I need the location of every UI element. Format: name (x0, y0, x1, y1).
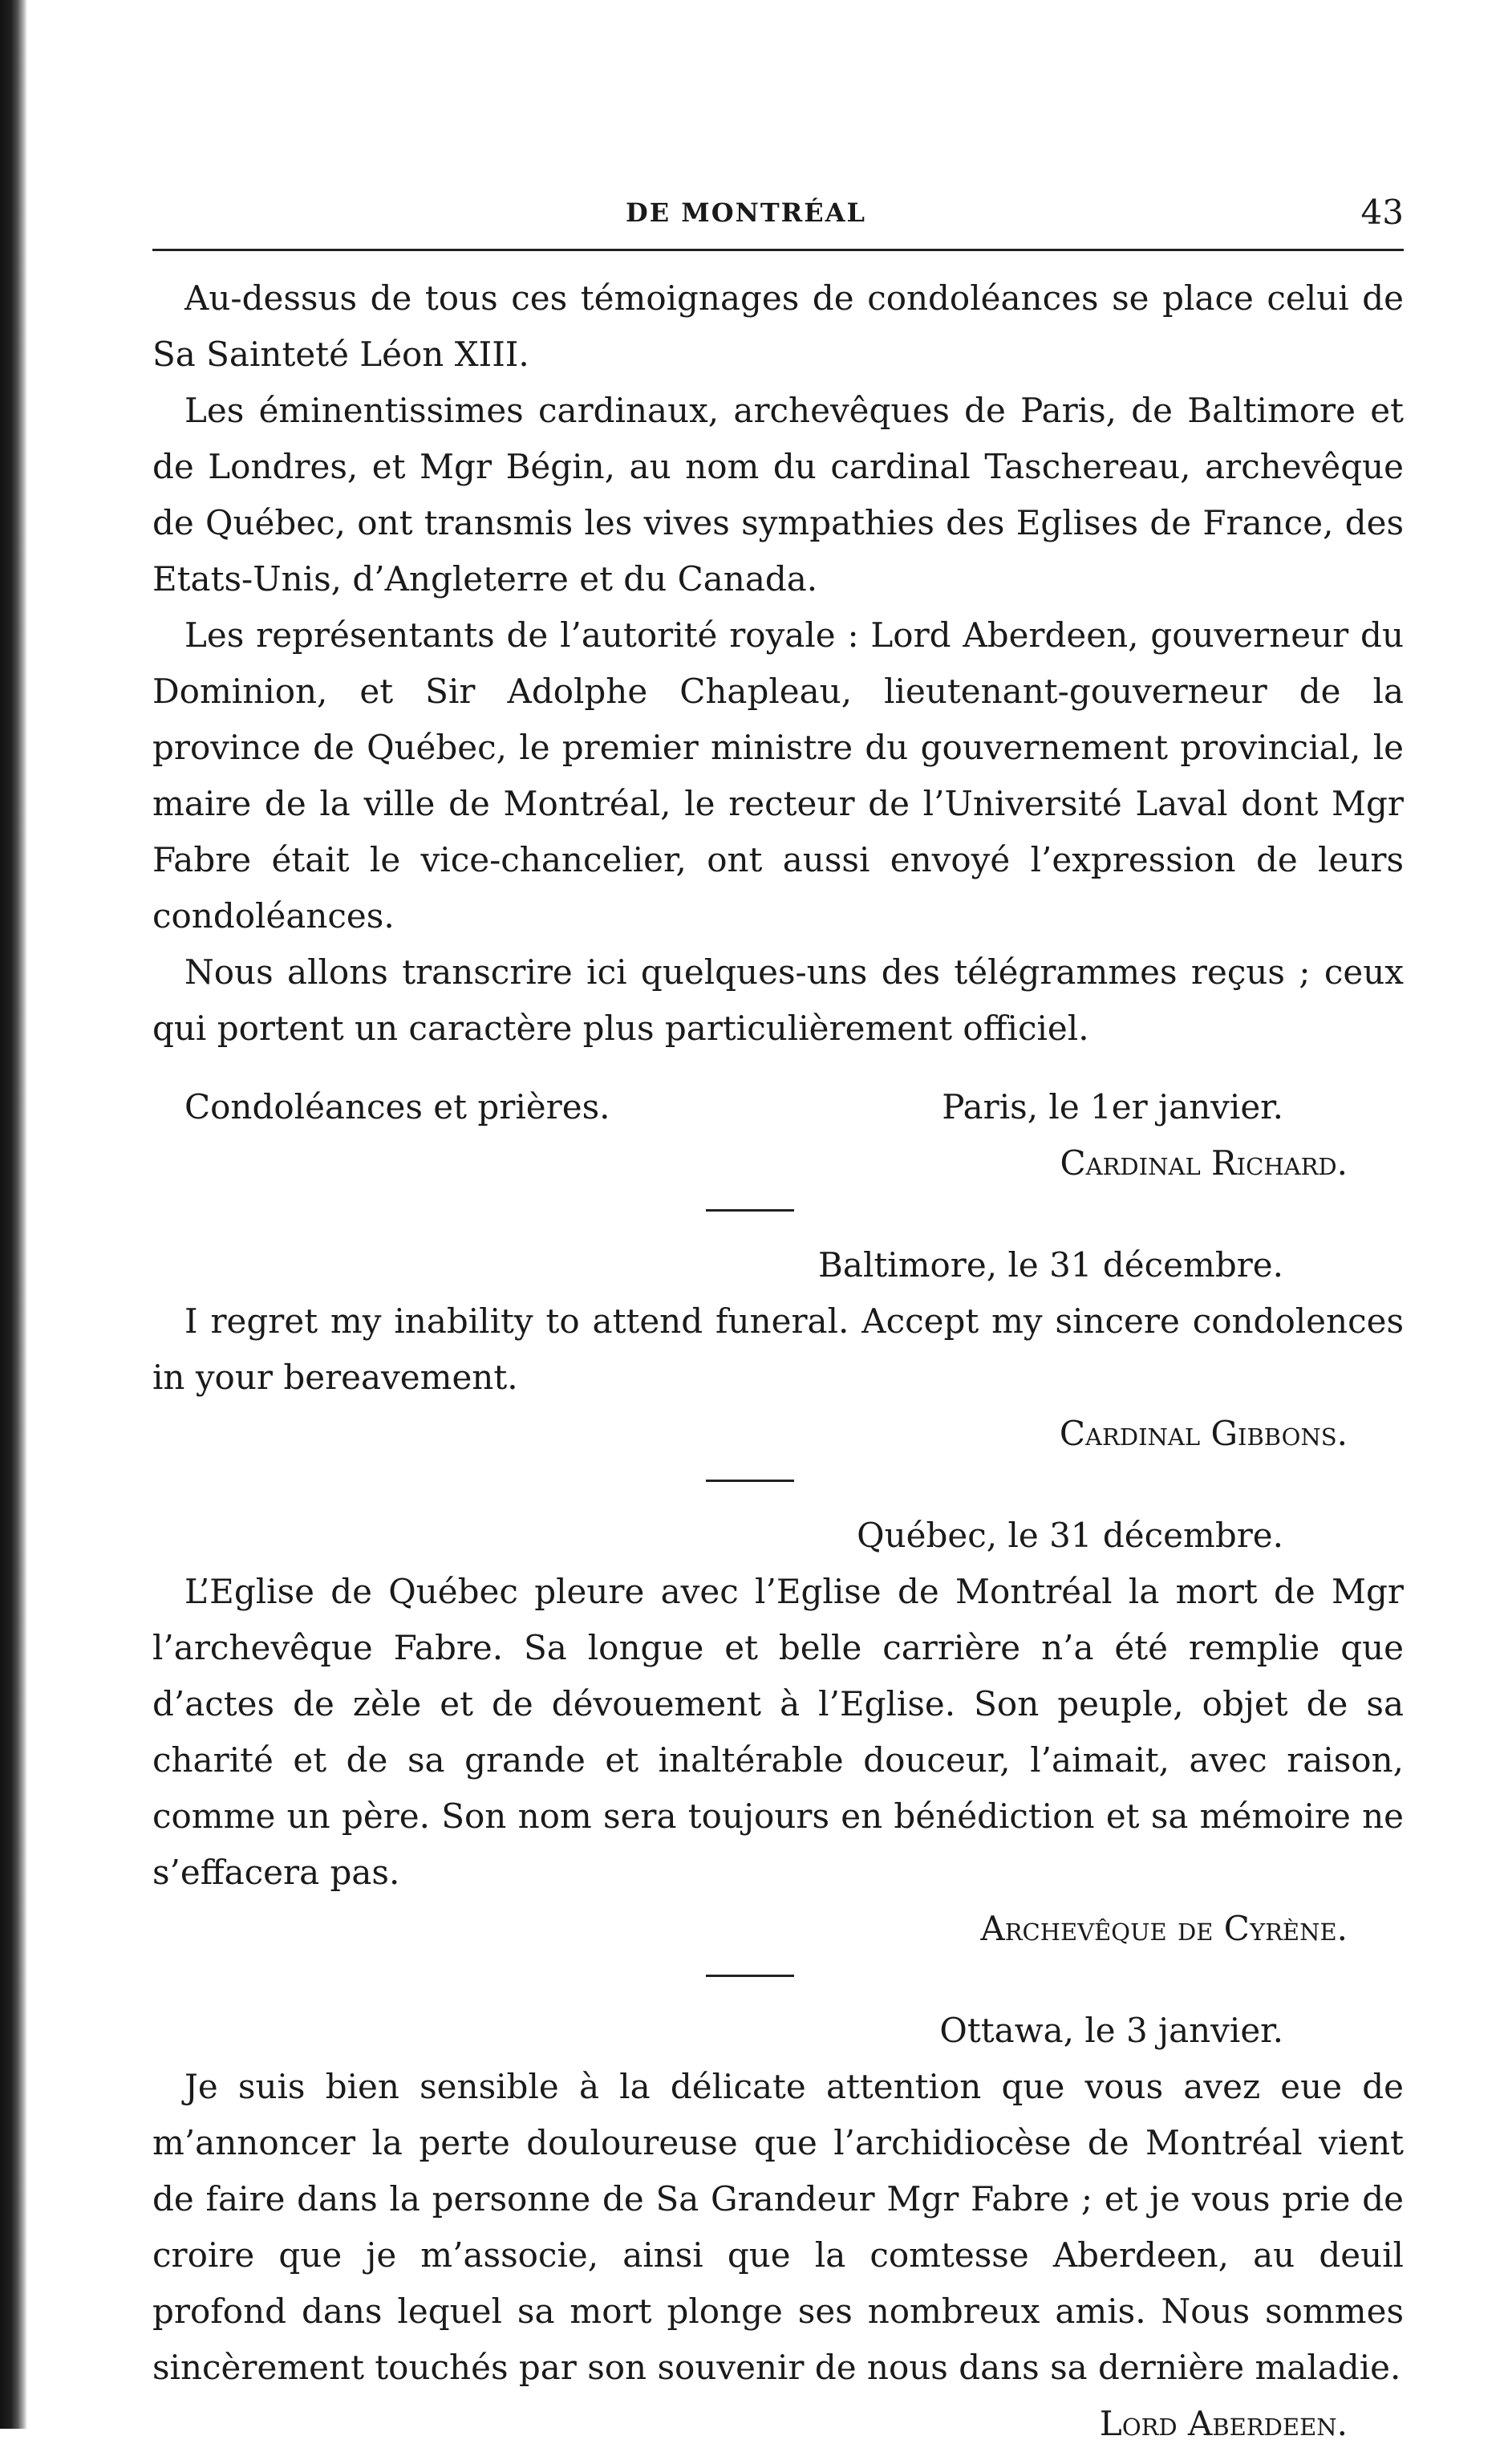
telegram-message: Je suis bien sensible à la délicate attention que vous avez eue de m’annoncer la perte douloureuse que l’archidiocèse de Montréal vient de faire dans la personne de Sa Grandeur Mgr Fabre ; et je vous prie de croire que je m’associe, ainsi que la comtesse Aberdeen, au deuil profond dans lequel sa mort plonge ses nombreux amis. Nous sommes sincèrement touchés par son souvenir de nous dans sa dernière maladie. (152, 2067, 1404, 2387)
telegram-place-date: Québec, le 31 décembre. (857, 1516, 1283, 1555)
telegram-signature: Cardinal Richard. (1060, 1143, 1348, 1183)
telegram-message: Condoléances et prières. (184, 1087, 610, 1127)
scanned-page-edge (0, 0, 27, 2429)
paragraph-cardinals: Les éminentissimes cardinaux, archevêques de Paris, de Baltimore et de Londres, et Mgr Bégin, au nom du cardinal Taschereau, archevêque de Québec, ont transmis les vives sympathies des Eglises de France, des Etats-Unis, d’Angleterre et du Canada. (152, 391, 1404, 599)
telegram-message: L’Eglise de Québec pleure avec l’Eglise de Montréal la mort de Mgr l’archevêque Fabre. Sa longue et belle carrière n’a été remplie que d’actes de zèle et de dévouement à l’Eglise. Son peuple, objet de sa charité et de sa grande et inaltérable douceur, l’aimait, avec raison, comme un père. Son nom sera toujours en bénédiction et sa mémoire ne s’effacera pas. (152, 1572, 1404, 1892)
separator-rule (706, 1480, 794, 1482)
telegram-ottawa (152, 2003, 1404, 2452)
telegram-paris (152, 1079, 1404, 1191)
paragraph-telegrams-intro: Nous allons transcrire ici quelques-uns des télégrammes reçus ; ceux qui portent un caractère plus particulièrement officiel. (152, 952, 1404, 1048)
telegram-place-date: Ottawa, le 3 janvier. (939, 2011, 1283, 2050)
running-head (152, 193, 1404, 251)
page-number: 43 (1360, 193, 1404, 232)
telegram-signature: Archevêque de Cyrène. (980, 1909, 1348, 1948)
paragraph-pope: Au-dessus de tous ces témoignages de condoléances se place celui de Sa Sainteté Léon XIII. (152, 278, 1404, 374)
book-page (152, 193, 1404, 2452)
separator-rule (706, 1975, 794, 1977)
telegram-place-date: Baltimore, le 31 décembre. (818, 1245, 1283, 1285)
telegram-baltimore (152, 1237, 1404, 1462)
telegram-paris-row (152, 1079, 1404, 1135)
telegram-signature: Cardinal Gibbons. (1059, 1414, 1348, 1453)
telegram-signature: Lord Aberdeen. (1099, 2404, 1348, 2443)
paragraph-royal-authority: Les représentants de l’autorité royale : Lord Aberdeen, gouverneur du Dominion, et Sir Adolphe Chapleau, lieutenant-gouverneur de la province de Québec, le premier ministre du gouvernement provincial, le maire de la ville de Montréal, le recteur de l’Université Laval dont Mgr Fabre était le vice-chancelier, ont aussi envoyé l’expression de leurs condoléances. (152, 615, 1404, 936)
body-text (152, 270, 1404, 2452)
running-title: DE MONTRÉAL (626, 197, 866, 228)
telegram-message: I regret my inability to attend funeral. Accept my sincere condolences in your bereavement. (152, 1301, 1404, 1397)
telegram-quebec (152, 1508, 1404, 1957)
separator-rule (706, 1209, 794, 1212)
telegram-place-date: Paris, le 1er janvier. (942, 1087, 1283, 1127)
